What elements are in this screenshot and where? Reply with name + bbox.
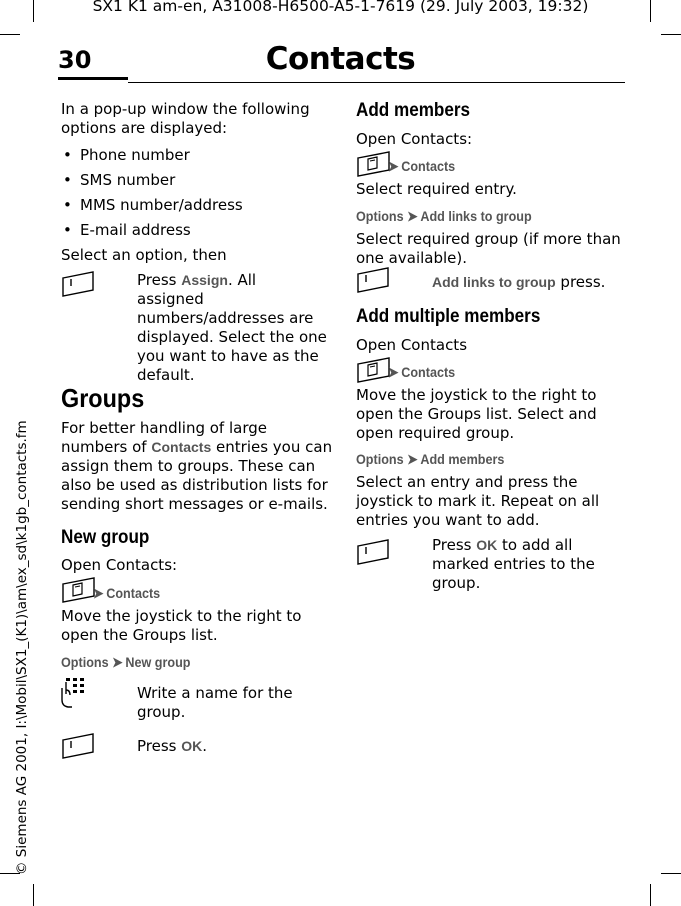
menu-path-add-links: Options ➤ Add links to group (356, 208, 532, 224)
copyright-side-note: © Siemens AG 2001, I:\Mobil\SX1_(K1)\am\ex_sd\k1gb_contacts.fm (14, 420, 30, 875)
crop-mark (661, 873, 681, 874)
open-contacts-text: Open Contacts (356, 336, 468, 354)
menu-path-add-members: Options ➤ Add members (356, 451, 505, 467)
add-links-keyword: Add links to group (432, 274, 556, 290)
contacts-keyword: Contacts (151, 439, 212, 455)
page-number: 30 (58, 46, 92, 74)
open-contacts-text: Open Contacts: (356, 130, 473, 148)
new-group-heading: New group (61, 527, 150, 548)
crop-mark (33, 884, 34, 906)
arrow-icon: ➤ (388, 158, 399, 174)
select-group-text: Select required group (if more than one available). (356, 230, 621, 267)
arrow-icon: ➤ (407, 208, 418, 224)
assign-description: Press Assign. All assigned numbers/addresses are displayed. Select the one you want to have as the default. (137, 271, 327, 384)
softkey-icon (60, 270, 96, 298)
select-entry-text: Select required entry. (356, 180, 517, 198)
crop-mark (650, 884, 651, 906)
menu-path-new-group: Options ➤ New group (61, 654, 191, 670)
press-ok-add-text: Press OK to add all marked entries to the group. (432, 536, 595, 592)
crop-mark (0, 34, 20, 35)
running-header: SX1 K1 am-en, A31008-H6500-A5-1-7619 (29. July 2003, 19:32) (92, 0, 589, 15)
ok-keyword: OK (181, 738, 203, 754)
header-rule (128, 82, 625, 83)
ok-keyword: OK (476, 537, 498, 553)
intro-text: In a pop-up window the following options are displayed: (61, 100, 310, 137)
list-item-label: SMS number (80, 171, 176, 189)
softkey-icon (355, 538, 391, 566)
softkey-icon (355, 266, 391, 294)
add-multiple-heading: Add multiple members (356, 306, 541, 327)
crop-mark (661, 34, 681, 35)
list-item-label: MMS number/address (80, 196, 243, 214)
move-joystick-text: Move the joystick to the right to open the Groups list. (61, 607, 302, 644)
groups-heading: Groups (61, 383, 145, 413)
arrow-icon: ➤ (407, 451, 418, 467)
press-ok-text: Press OK. (137, 737, 208, 755)
open-contacts-text: Open Contacts: (61, 556, 178, 574)
page-title: Contacts (265, 41, 416, 77)
write-name-text: Write a name for the group. (137, 684, 293, 721)
list-item-label: E-mail address (80, 221, 191, 239)
menu-path-contacts: ➤ Contacts (93, 585, 161, 601)
arrow-icon: ➤ (388, 364, 399, 380)
add-links-press-text: Add links to group press. (432, 273, 606, 291)
assign-keyword: Assign (181, 272, 228, 288)
arrow-icon: ➤ (93, 585, 104, 601)
instruction-text: Select an option, then (61, 246, 227, 264)
list-item-label: Phone number (80, 146, 190, 164)
arrow-icon: ➤ (112, 654, 123, 670)
header-rule-thick (58, 77, 128, 80)
add-members-heading: Add members (356, 100, 471, 121)
menu-path-contacts: ➤ Contacts (388, 158, 456, 174)
menu-path-contacts: ➤ Contacts (388, 364, 456, 380)
select-entry-mark-text: Select an entry and press the joystick to mark it. Repeat on all entries you want to add. (356, 473, 600, 529)
softkey-icon (60, 732, 96, 760)
move-joystick-text: Move the joystick to the right to open the Groups list. Select and open required group. (356, 386, 597, 442)
groups-description: For better handling of large numbers of Contacts entries you can assign them to groups. These can also be used as distribution lists for sending short messages or e-mails. (61, 419, 333, 513)
keypad-icon (60, 676, 90, 710)
